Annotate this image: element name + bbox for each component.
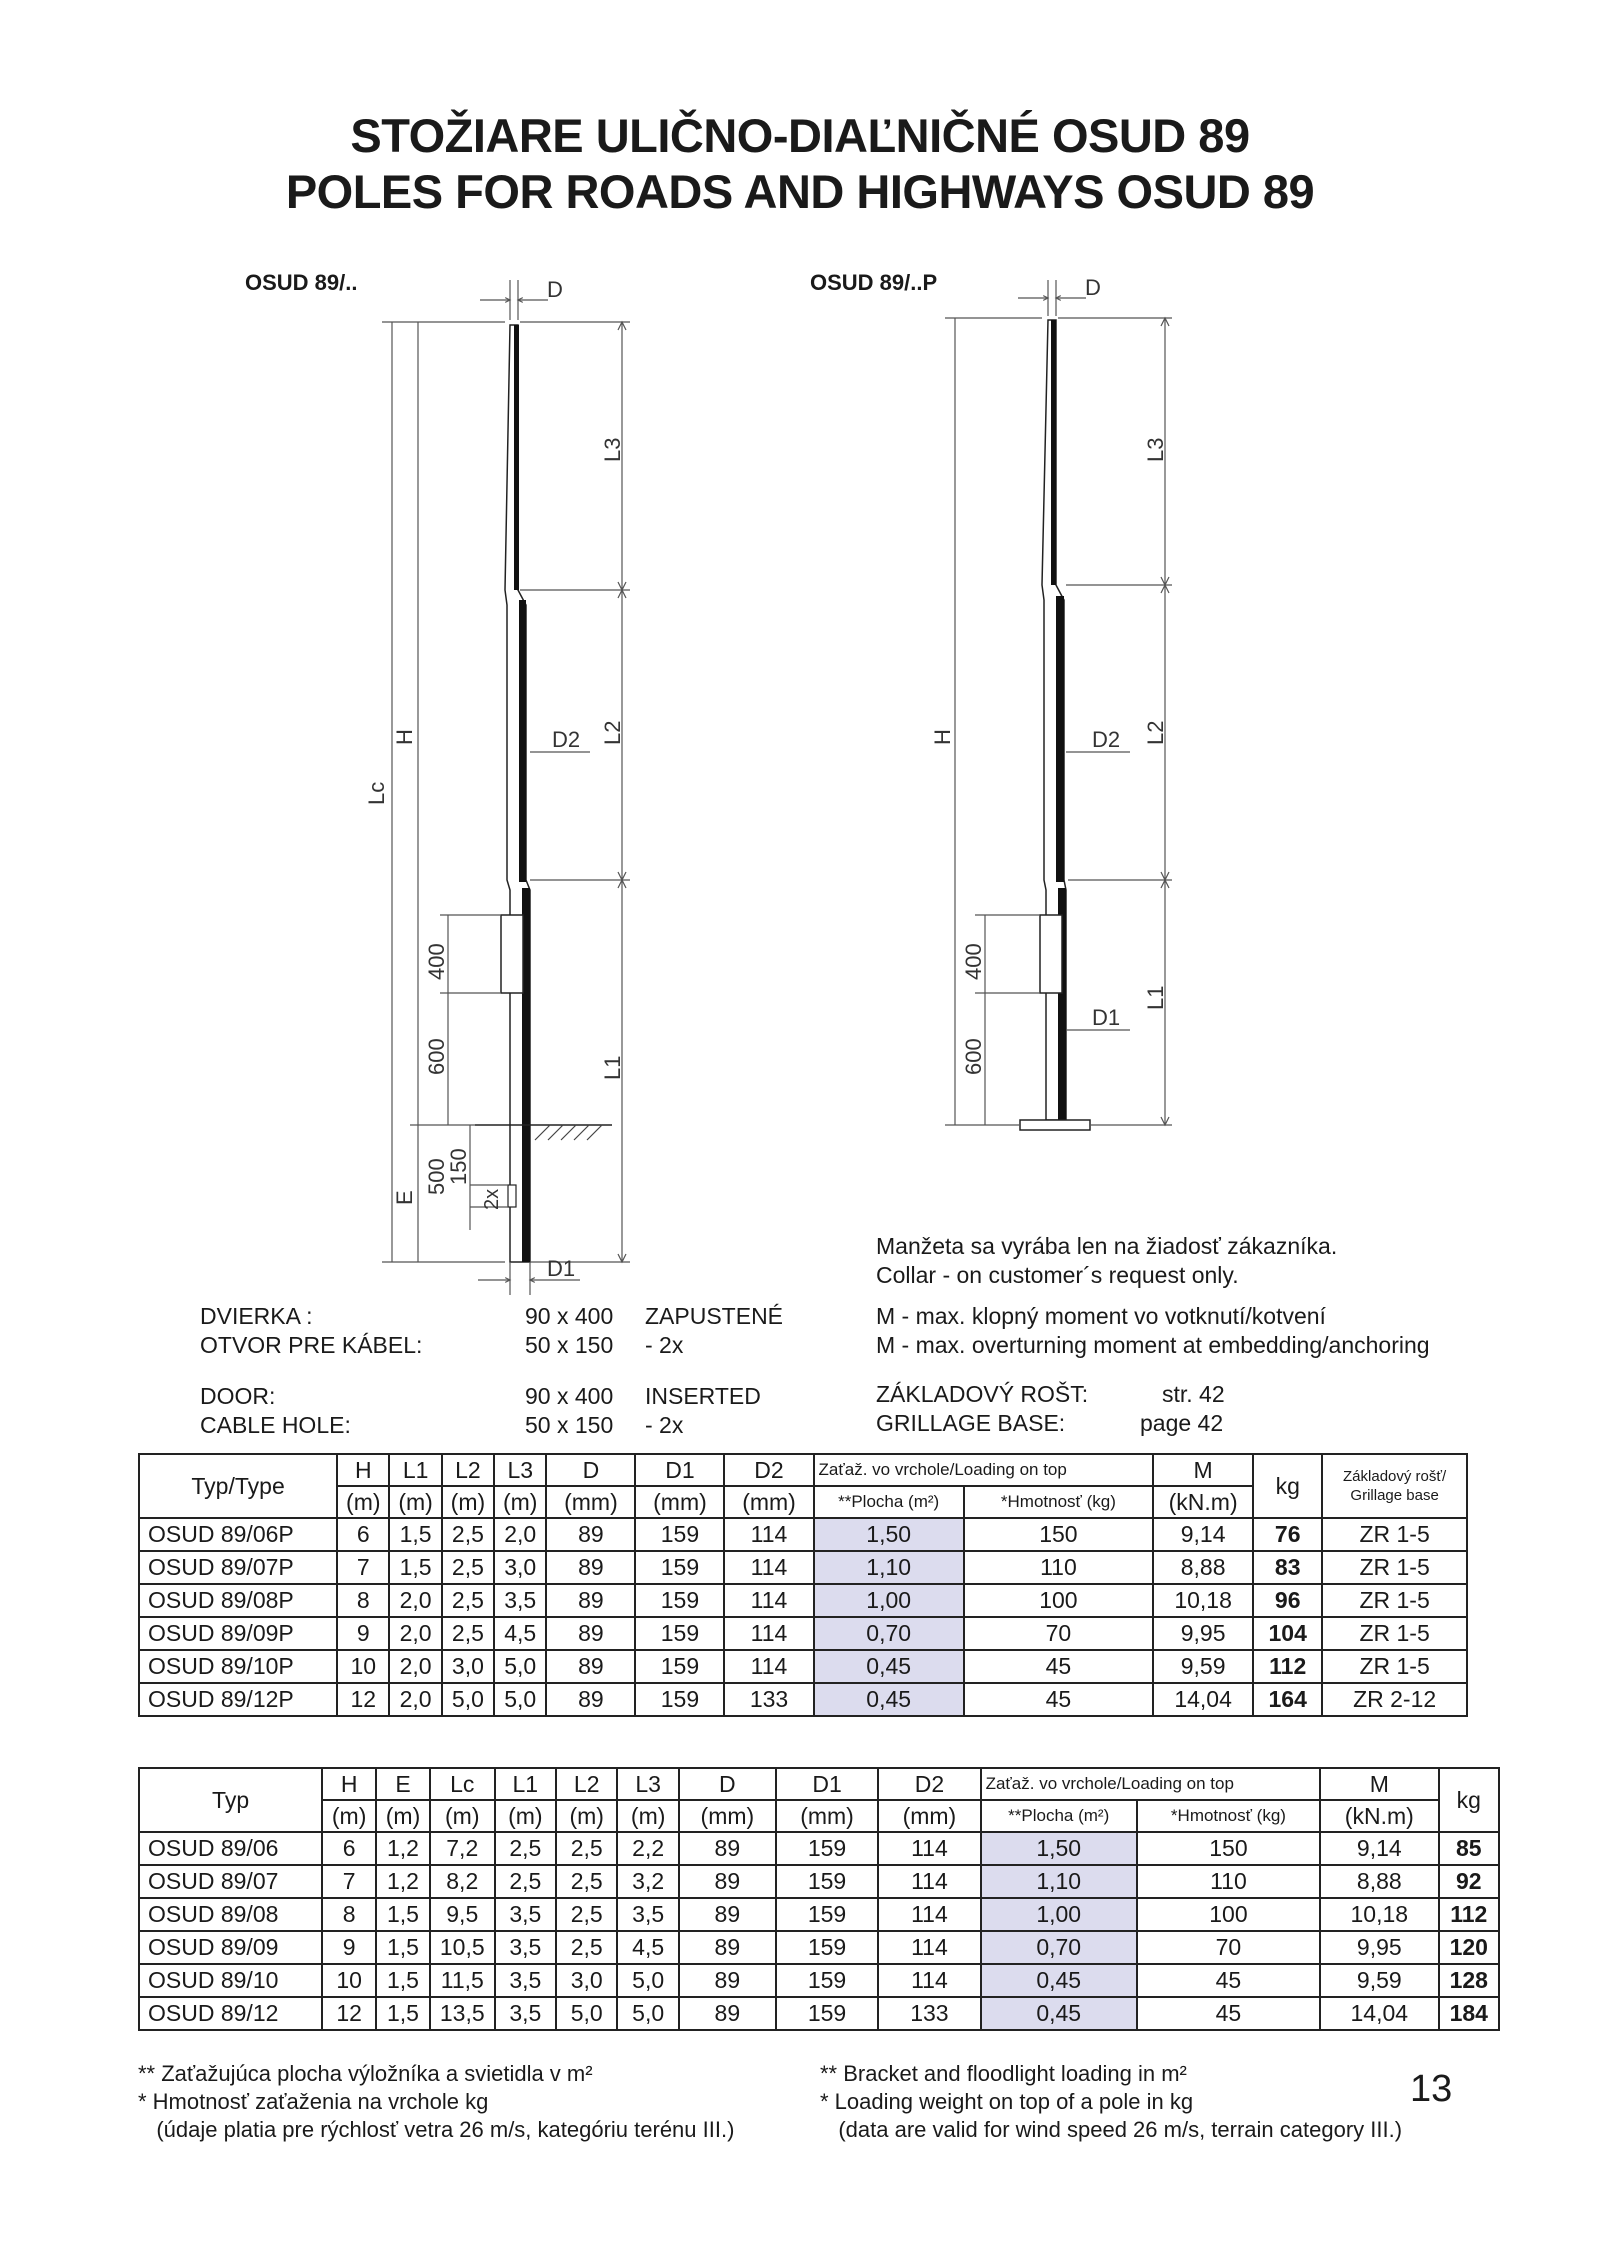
table-cell: 159 [635, 1650, 724, 1683]
drawing-right [810, 270, 1172, 1130]
door-values-en [525, 1382, 613, 1440]
table-cell: 110 [964, 1551, 1153, 1584]
t2-unit: (m) [430, 1800, 495, 1832]
right-dim-D: D [1085, 275, 1101, 300]
t2-header-L2: L2 [556, 1768, 617, 1800]
t1-unit: (mm) [546, 1486, 635, 1518]
table-cell: ZR 1-5 [1322, 1650, 1467, 1683]
left-dim-Lc: Lc [364, 781, 389, 805]
table-cell: 89 [546, 1584, 635, 1617]
table-cell-type: OSUD 89/09P [139, 1617, 337, 1650]
table-cell: 83 [1253, 1551, 1322, 1584]
table-cell: 2,0 [494, 1518, 546, 1551]
table-cell: 1,5 [376, 1931, 430, 1964]
table-cell: 14,04 [1320, 1997, 1439, 2030]
table-cell: 45 [1137, 1964, 1320, 1997]
t2-header-D1: D1 [776, 1768, 878, 1800]
right-dim-D1: D1 [1092, 1005, 1121, 1030]
table-cell: 14,04 [1153, 1683, 1253, 1716]
table-cell: 13,5 [430, 1997, 495, 2030]
footnote-en-3: (data are valid for wind speed 26 m/s, terrain category III.) [820, 2117, 1403, 2142]
table-cell: 114 [724, 1650, 813, 1683]
right-dim-600: 600 [961, 1038, 986, 1075]
cable-note-sk: - 2x [645, 1332, 684, 1358]
collar-note-en: Collar - on customer´s request only. [876, 1262, 1239, 1288]
drawing-left [245, 270, 630, 1295]
table-cell: 114 [878, 1964, 980, 1997]
page-title-sk: STOŽIARE ULIČNO-DIAĽNIČNÉ OSUD 89 [350, 109, 1250, 162]
table-cell-type: OSUD 89/07 [139, 1865, 322, 1898]
left-dim-500: 500 [424, 1158, 449, 1195]
table-cell: 0,70 [981, 1931, 1137, 1964]
table-row [139, 1898, 1499, 1931]
table-cell: 1,2 [376, 1832, 430, 1865]
table-cell: 5,0 [494, 1650, 546, 1683]
table-cell: 5,0 [617, 1964, 678, 1997]
grillage-pages [1140, 1380, 1225, 1438]
t2-unit: (m) [617, 1800, 678, 1832]
table-cell: 92 [1439, 1865, 1499, 1898]
table-cell: 45 [1137, 1997, 1320, 2030]
table-cell: 128 [1439, 1964, 1499, 1997]
t1-header-L2: L2 [442, 1454, 494, 1486]
grillage-info [876, 1380, 1088, 1438]
table-cell: 7,2 [430, 1832, 495, 1865]
table-cell: 5,0 [494, 1683, 546, 1716]
t2-unit: (kN.m) [1320, 1800, 1439, 1832]
collar-note [876, 1232, 1337, 1290]
t2-header-M: M [1320, 1768, 1439, 1800]
drawing-right-caption: OSUD 89/..P [810, 270, 938, 295]
left-dim-400: 400 [424, 943, 449, 980]
table-cell: 104 [1253, 1617, 1322, 1650]
footnotes-sk [138, 2060, 734, 2144]
table-cell: 10,5 [430, 1931, 495, 1964]
table-cell: 2,2 [617, 1832, 678, 1865]
table-cell: 5,0 [617, 1997, 678, 2030]
page-number: 13 [1410, 2068, 1453, 2110]
t2-header-weight: *Hmotnosť (kg) [1137, 1800, 1320, 1832]
table-cell: 9,59 [1320, 1964, 1439, 1997]
table-cell: 10 [322, 1964, 376, 1997]
door-note-en: INSERTED [645, 1383, 761, 1409]
door-value-sk: 90 x 400 [525, 1303, 614, 1329]
footnote-sk-1: ** Zaťažujúca plocha výložníka a svietidla v m² [138, 2061, 593, 2086]
table-row [139, 1683, 1467, 1716]
door-notes-en [645, 1382, 761, 1440]
table-cell: 89 [679, 1964, 776, 1997]
table-cell: 89 [679, 1832, 776, 1865]
table-cell: 8,88 [1153, 1551, 1253, 1584]
table-row [139, 1650, 1467, 1683]
table-cell: 89 [546, 1617, 635, 1650]
table-cell: 45 [964, 1650, 1153, 1683]
table-cell: 9,95 [1153, 1617, 1253, 1650]
table-cell: 45 [964, 1683, 1153, 1716]
table-cell: 133 [878, 1997, 980, 2030]
table-cell: 2,5 [556, 1898, 617, 1931]
table-cell: 159 [776, 1865, 878, 1898]
table-cell: 1,5 [376, 1964, 430, 1997]
table-cell: 8 [322, 1898, 376, 1931]
table-cell: 9,14 [1153, 1518, 1253, 1551]
pole-left-door [501, 915, 523, 993]
pole-left-mid-shade [519, 600, 526, 882]
table-cell: 9 [337, 1617, 389, 1650]
table-cell: 7 [337, 1551, 389, 1584]
t1-unit: (m) [494, 1486, 546, 1518]
cable-label-sk: OTVOR PRE KÁBEL: [200, 1332, 423, 1358]
moment-note-sk: M - max. klopný moment vo votknutí/kotvení [876, 1303, 1326, 1329]
t2-unit: (m) [376, 1800, 430, 1832]
table-cell: 2,5 [442, 1584, 494, 1617]
table-cell: 1,10 [814, 1551, 964, 1584]
left-dim-L2: L2 [600, 720, 625, 745]
t2-header-type: Typ [139, 1768, 322, 1832]
t2-header-D2: D2 [878, 1768, 980, 1800]
cable-label-en: CABLE HOLE: [200, 1412, 351, 1438]
table-cell: 12 [337, 1683, 389, 1716]
table-row [139, 1997, 1499, 2030]
t2-header-L3: L3 [617, 1768, 678, 1800]
table-cell: 150 [964, 1518, 1153, 1551]
door-values-sk [525, 1302, 613, 1360]
table-cell: 1,00 [814, 1584, 964, 1617]
table-cell: 159 [635, 1617, 724, 1650]
door-info-en [200, 1382, 351, 1440]
cable-note-en: - 2x [645, 1412, 684, 1438]
door-value-en: 90 x 400 [525, 1383, 614, 1409]
table-cell: 114 [724, 1617, 813, 1650]
table-cell: 4,5 [617, 1931, 678, 1964]
left-dim-E: E [392, 1190, 417, 1205]
table-cell: 3,5 [495, 1964, 556, 1997]
table-cell: 112 [1253, 1650, 1322, 1683]
table-cell: 114 [724, 1584, 813, 1617]
t1-header-grillage: Základový rošť/ Grillage base [1322, 1454, 1467, 1518]
table-cell: 159 [635, 1518, 724, 1551]
table-cell: 150 [1137, 1832, 1320, 1865]
table-cell: 159 [776, 1964, 878, 1997]
table-cell: 114 [878, 1865, 980, 1898]
pole-right-door [1040, 915, 1062, 993]
table-cell: 159 [635, 1551, 724, 1584]
t2-header-area: **Plocha (m²) [981, 1800, 1137, 1832]
drawing-left-caption: OSUD 89/.. [245, 270, 358, 295]
table-cell: 0,45 [981, 1964, 1137, 1997]
table-cell-type: OSUD 89/06P [139, 1518, 337, 1551]
t1-header-L3: L3 [494, 1454, 546, 1486]
table-cell: 3,5 [495, 1931, 556, 1964]
table-cell-type: OSUD 89/09 [139, 1931, 322, 1964]
right-dim-D2: D2 [1092, 727, 1121, 752]
t2-header-kg: kg [1439, 1768, 1499, 1832]
table-cell: 114 [878, 1898, 980, 1931]
t2-unit: (m) [322, 1800, 376, 1832]
table-cell: 70 [964, 1617, 1153, 1650]
table-cell: 5,0 [442, 1683, 494, 1716]
table-cell: 2,5 [556, 1832, 617, 1865]
table-pole-types-embedded [138, 1767, 1500, 2031]
table-cell: 2,5 [442, 1617, 494, 1650]
right-dim-H: H [930, 729, 955, 745]
left-dim-L3: L3 [600, 437, 625, 462]
table-cell: ZR 1-5 [1322, 1584, 1467, 1617]
t1-header-type: Typ/Type [139, 1454, 337, 1518]
table-cell-type: OSUD 89/12 [139, 1997, 322, 2030]
door-info-sk [200, 1302, 422, 1360]
t1-unit: (mm) [724, 1486, 813, 1518]
table-cell-type: OSUD 89/10 [139, 1964, 322, 1997]
table-cell: 159 [776, 1898, 878, 1931]
table-cell: 2,5 [495, 1832, 556, 1865]
table-cell: 6 [322, 1832, 376, 1865]
table-cell: 89 [546, 1650, 635, 1683]
table-cell: 0,70 [814, 1617, 964, 1650]
table-cell: 1,5 [376, 1997, 430, 2030]
table-cell: 1,2 [376, 1865, 430, 1898]
table-cell: 96 [1253, 1584, 1322, 1617]
table-cell: 1,5 [376, 1898, 430, 1931]
t1-header-M: M [1153, 1454, 1253, 1486]
table-cell-type: OSUD 89/08 [139, 1898, 322, 1931]
table-cell: 159 [776, 1832, 878, 1865]
table-cell: 1,50 [981, 1832, 1137, 1865]
t2-header-H: H [322, 1768, 376, 1800]
table-cell: 159 [635, 1683, 724, 1716]
table-cell: 114 [724, 1518, 813, 1551]
grillage-page-en: page 42 [1140, 1410, 1224, 1436]
moment-note-en: M - max. overturning moment at embedding/anchoring [876, 1332, 1430, 1358]
table-cell: 89 [679, 1898, 776, 1931]
table-cell-type: OSUD 89/06 [139, 1832, 322, 1865]
table-cell: 100 [1137, 1898, 1320, 1931]
table-cell: 2,0 [389, 1650, 441, 1683]
table-cell-type: OSUD 89/07P [139, 1551, 337, 1584]
right-dim-L1: L1 [1143, 985, 1168, 1010]
right-dim-L3: L3 [1143, 437, 1168, 462]
t2-header-L1: L1 [495, 1768, 556, 1800]
page-title-en: POLES FOR ROADS AND HIGHWAYS OSUD 89 [285, 165, 1315, 218]
table-cell: 3,0 [556, 1964, 617, 1997]
t1-header-kg: kg [1253, 1454, 1322, 1518]
t2-unit: (m) [556, 1800, 617, 1832]
table-cell: 8,88 [1320, 1865, 1439, 1898]
table-cell: 159 [776, 1997, 878, 2030]
left-dim-D1: D1 [547, 1256, 576, 1281]
door-notes-sk [645, 1302, 783, 1360]
footnote-sk-2: * Hmotnosť zaťaženia na vrchole kg [138, 2089, 489, 2114]
table-cell: 3,0 [494, 1551, 546, 1584]
t1-unit: (m) [337, 1486, 389, 1518]
table-cell: 2,0 [389, 1584, 441, 1617]
t1-header-L1: L1 [389, 1454, 441, 1486]
t1-unit: (mm) [635, 1486, 724, 1518]
table-cell: 110 [1137, 1865, 1320, 1898]
table-cell: 89 [679, 1931, 776, 1964]
table-cell: 114 [878, 1931, 980, 1964]
table-cell: 9,59 [1153, 1650, 1253, 1683]
table-cell: 1,5 [389, 1551, 441, 1584]
collar-note-sk: Manžeta sa vyrába len na žiadosť zákazníka. [876, 1233, 1338, 1259]
table-cell: 1,5 [389, 1518, 441, 1551]
table-cell: 2,0 [389, 1683, 441, 1716]
pole-left-cable-hole [508, 1185, 516, 1207]
grillage-label-en: GRILLAGE BASE: [876, 1410, 1066, 1436]
table-row [139, 1964, 1499, 1997]
table-cell: 6 [337, 1518, 389, 1551]
t1-unit: (m) [442, 1486, 494, 1518]
t1-header-D1: D1 [635, 1454, 724, 1486]
t1-header-D2: D2 [724, 1454, 813, 1486]
t2-unit: (mm) [679, 1800, 776, 1832]
table-cell: 10,18 [1320, 1898, 1439, 1931]
t1-header-load: Zaťaž. vo vrchole/Loading on top [814, 1454, 1154, 1486]
left-dim-2x: 2x [481, 1188, 503, 1210]
left-dim-600: 600 [424, 1038, 449, 1075]
table-cell: 89 [546, 1551, 635, 1584]
table-cell: 3,0 [442, 1650, 494, 1683]
table-cell: 3,5 [495, 1898, 556, 1931]
table-cell: ZR 1-5 [1322, 1518, 1467, 1551]
door-note-sk: ZAPUSTENÉ [645, 1303, 784, 1329]
door-label-en: DOOR: [200, 1383, 276, 1409]
table-cell-type: OSUD 89/12P [139, 1683, 337, 1716]
table-cell: 12 [322, 1997, 376, 2030]
table-cell: 0,45 [814, 1650, 964, 1683]
table-cell-type: OSUD 89/10P [139, 1650, 337, 1683]
table-cell: 89 [546, 1683, 635, 1716]
t2-header-Lc: Lc [430, 1768, 495, 1800]
table-cell: ZR 2-12 [1322, 1683, 1467, 1716]
t2-unit: (mm) [776, 1800, 878, 1832]
table-cell: 2,0 [389, 1617, 441, 1650]
table-cell: 159 [776, 1931, 878, 1964]
grillage-page-sk: str. 42 [1162, 1381, 1225, 1407]
table-cell: 9 [322, 1931, 376, 1964]
table-row [139, 1832, 1499, 1865]
t1-header-D: D [546, 1454, 635, 1486]
table-cell: ZR 1-5 [1322, 1617, 1467, 1650]
table-cell: 7 [322, 1865, 376, 1898]
cable-value-sk: 50 x 150 [525, 1332, 614, 1358]
t1-unit: (m) [389, 1486, 441, 1518]
table-cell: 85 [1439, 1832, 1499, 1865]
table-cell: 5,0 [556, 1997, 617, 2030]
table-cell: 10,18 [1153, 1584, 1253, 1617]
t2-header-D: D [679, 1768, 776, 1800]
table-cell: 2,5 [442, 1518, 494, 1551]
t2-header-E: E [376, 1768, 430, 1800]
table-cell: 133 [724, 1683, 813, 1716]
table-cell: 114 [878, 1832, 980, 1865]
table-cell: 8 [337, 1584, 389, 1617]
table-cell: 112 [1439, 1898, 1499, 1931]
table-cell: 76 [1253, 1518, 1322, 1551]
table-cell: 3,5 [617, 1898, 678, 1931]
table-cell: 1,00 [981, 1898, 1137, 1931]
table-cell: 89 [546, 1518, 635, 1551]
left-dim-L1: L1 [600, 1055, 625, 1080]
table-cell: 120 [1439, 1931, 1499, 1964]
table-cell: ZR 1-5 [1322, 1551, 1467, 1584]
moment-info [876, 1302, 1430, 1360]
table-cell: 0,45 [814, 1683, 964, 1716]
table-cell: 184 [1439, 1997, 1499, 2030]
table-cell-type: OSUD 89/08P [139, 1584, 337, 1617]
table-cell: 2,5 [556, 1931, 617, 1964]
t2-unit: (m) [495, 1800, 556, 1832]
t1-unit: (kN.m) [1153, 1486, 1253, 1518]
pole-right-base-plate [1020, 1120, 1090, 1130]
table-cell: 1,50 [814, 1518, 964, 1551]
t2-unit: (mm) [878, 1800, 980, 1832]
t2-header-load: Zaťaž. vo vrchole/Loading on top [981, 1768, 1320, 1800]
table-cell: 4,5 [494, 1617, 546, 1650]
pole-left-top-shade [514, 325, 519, 590]
left-dim-D: D [547, 277, 563, 302]
table-cell: 100 [964, 1584, 1153, 1617]
table-cell: 89 [679, 1997, 776, 2030]
footnote-sk-3: (údaje platia pre rýchlosť vetra 26 m/s, kategóriu terénu III.) [138, 2117, 735, 2142]
table-row [139, 1584, 1467, 1617]
cable-value-en: 50 x 150 [525, 1412, 614, 1438]
table-cell: 1,10 [981, 1865, 1137, 1898]
footnotes-en [820, 2060, 1402, 2144]
table-cell: 9,95 [1320, 1931, 1439, 1964]
table-row [139, 1518, 1467, 1551]
table-cell: 0,45 [981, 1997, 1137, 2030]
t1-header-weight: *Hmotnosť (kg) [964, 1486, 1153, 1518]
table-row [139, 1865, 1499, 1898]
t1-header-H: H [337, 1454, 389, 1486]
table-cell: 2,5 [556, 1865, 617, 1898]
table-cell: 3,5 [494, 1584, 546, 1617]
grillage-label-sk: ZÁKLADOVÝ ROŠT: [876, 1381, 1089, 1407]
table-cell: 3,5 [495, 1997, 556, 2030]
table-cell: 3,2 [617, 1865, 678, 1898]
table-cell: 2,5 [495, 1865, 556, 1898]
table-pole-types-p [138, 1453, 1468, 1717]
t1-header-area: **Plocha (m²) [814, 1486, 964, 1518]
table-row [139, 1931, 1499, 1964]
table-row [139, 1551, 1467, 1584]
left-dim-D2: D2 [552, 727, 581, 752]
table-cell: 70 [1137, 1931, 1320, 1964]
table-cell: 114 [724, 1551, 813, 1584]
table-cell: 8,2 [430, 1865, 495, 1898]
door-label-sk: DVIERKA : [200, 1303, 313, 1329]
table-cell: 10 [337, 1650, 389, 1683]
table-cell: 11,5 [430, 1964, 495, 1997]
footnote-en-2: * Loading weight on top of a pole in kg [820, 2089, 1194, 2114]
table-cell: 159 [635, 1584, 724, 1617]
right-dim-400: 400 [961, 943, 986, 980]
table-cell: 2,5 [442, 1551, 494, 1584]
table-row [139, 1617, 1467, 1650]
footnote-en-1: ** Bracket and floodlight loading in m² [820, 2061, 1187, 2086]
table-cell: 89 [679, 1865, 776, 1898]
table-cell: 9,14 [1320, 1832, 1439, 1865]
table-cell: 164 [1253, 1683, 1322, 1716]
right-dim-L2: L2 [1143, 720, 1168, 745]
left-dim-150: 150 [446, 1148, 471, 1185]
table-cell: 9,5 [430, 1898, 495, 1931]
left-dim-H: H [392, 729, 417, 745]
